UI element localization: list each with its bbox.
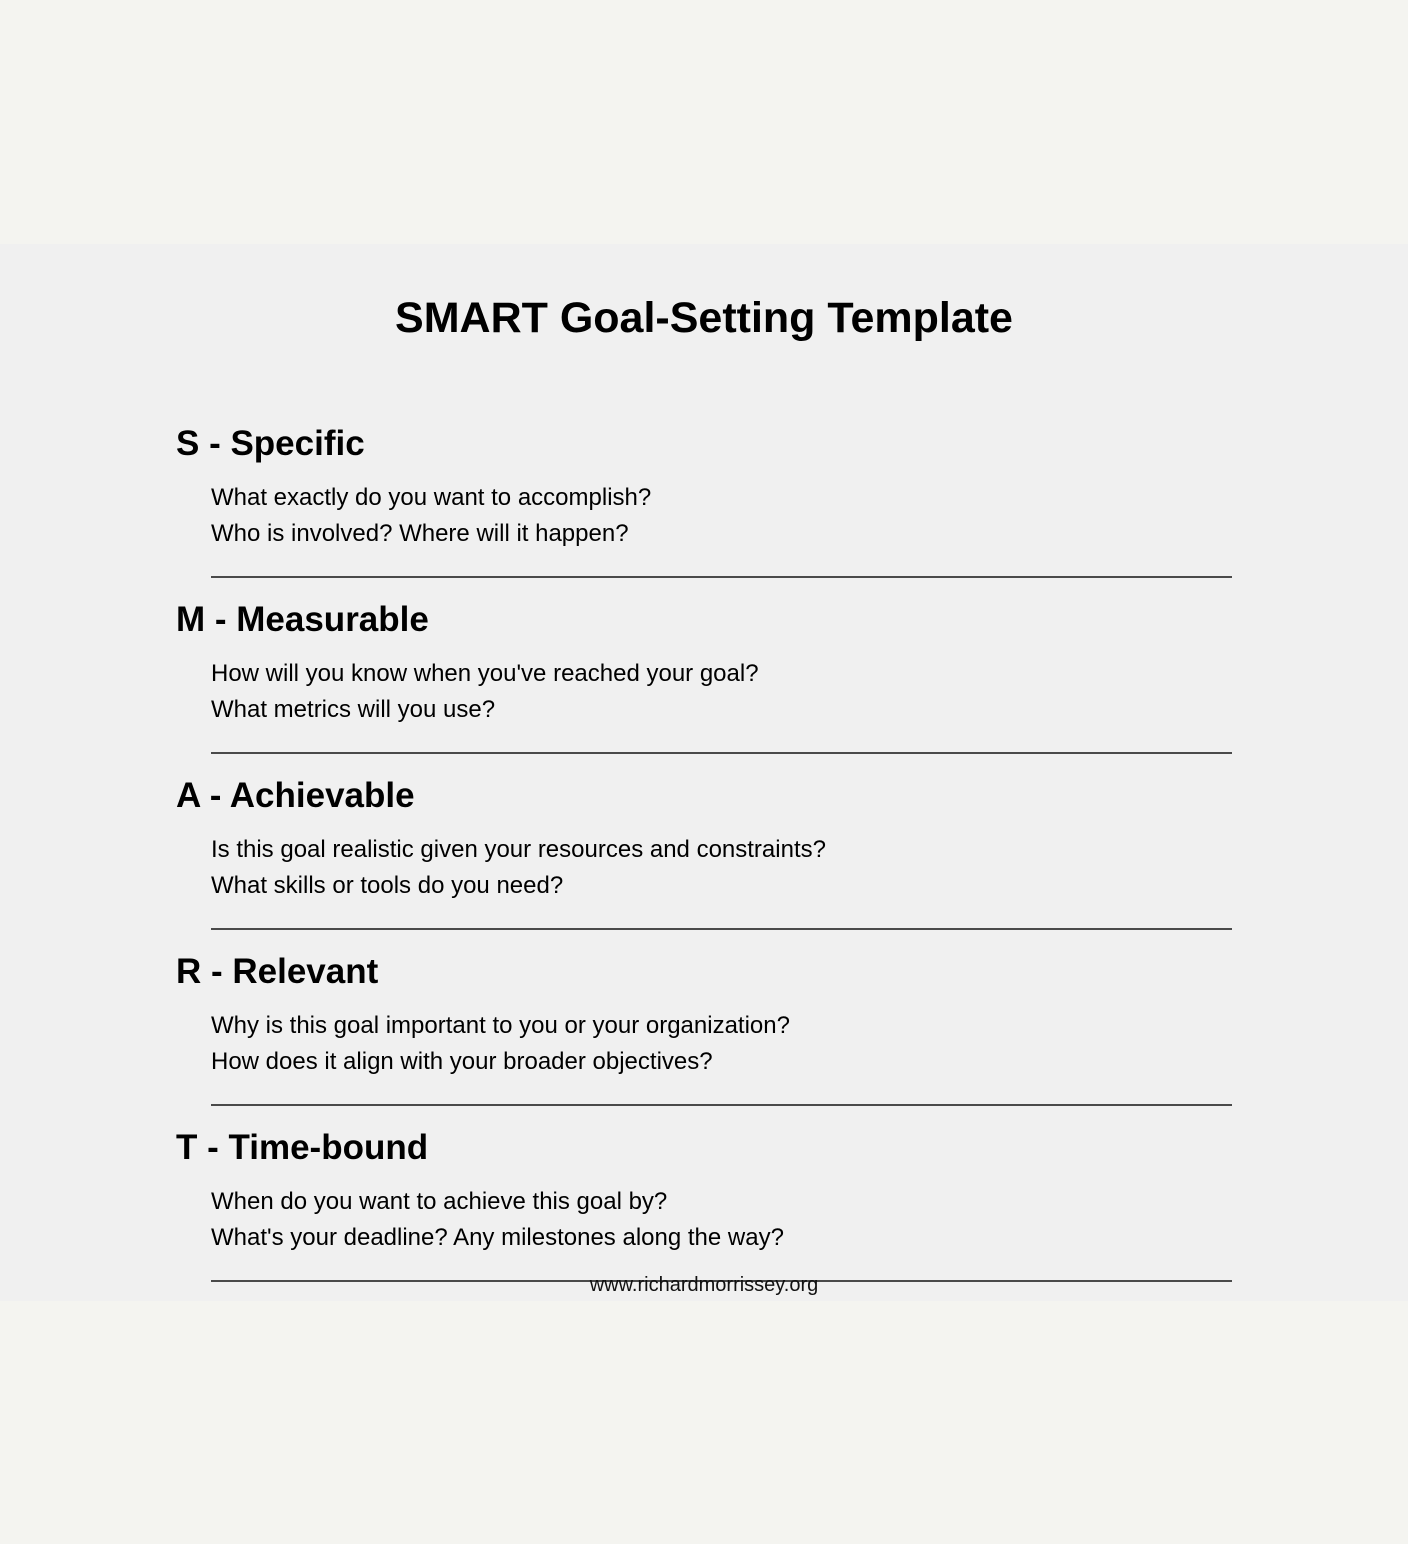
answer-line[interactable] [211,1104,1232,1106]
section-heading: A - Achievable [176,776,415,815]
prompt-line: When do you want to achieve this goal by? [211,1188,668,1215]
section-specific [176,424,1232,600]
prompt-line: What metrics will you use? [211,696,496,723]
section-achievable [176,776,1232,952]
prompt-line: Why is this goal important to you or your organization? [211,1012,790,1039]
prompt-line: How does it align with your broader objectives? [211,1048,713,1075]
prompt-line: Is this goal realistic given your resources and constraints? [211,836,826,863]
prompt-line: Who is involved? Where will it happen? [211,520,629,547]
answer-line[interactable] [211,752,1232,754]
prompt-line: What exactly do you want to accomplish? [211,484,652,511]
answer-line[interactable] [211,576,1232,578]
prompt-line: What skills or tools do you need? [211,872,564,899]
section-heading: R - Relevant [176,952,379,991]
footer-url: www.richardmorrissey.org [589,1274,819,1296]
document-page [0,244,1408,1301]
section-measurable [176,600,1232,776]
section-heading: M - Measurable [176,600,429,639]
answer-line[interactable] [211,928,1232,930]
section-relevant [176,952,1232,1128]
section-heading: S - Specific [176,424,365,463]
prompt-line: What's your deadline? Any milestones along the way? [211,1224,784,1251]
page-title: SMART Goal-Setting Template [395,294,1013,342]
prompt-line: How will you know when you've reached your goal? [211,660,759,687]
section-heading: T - Time-bound [176,1128,429,1167]
